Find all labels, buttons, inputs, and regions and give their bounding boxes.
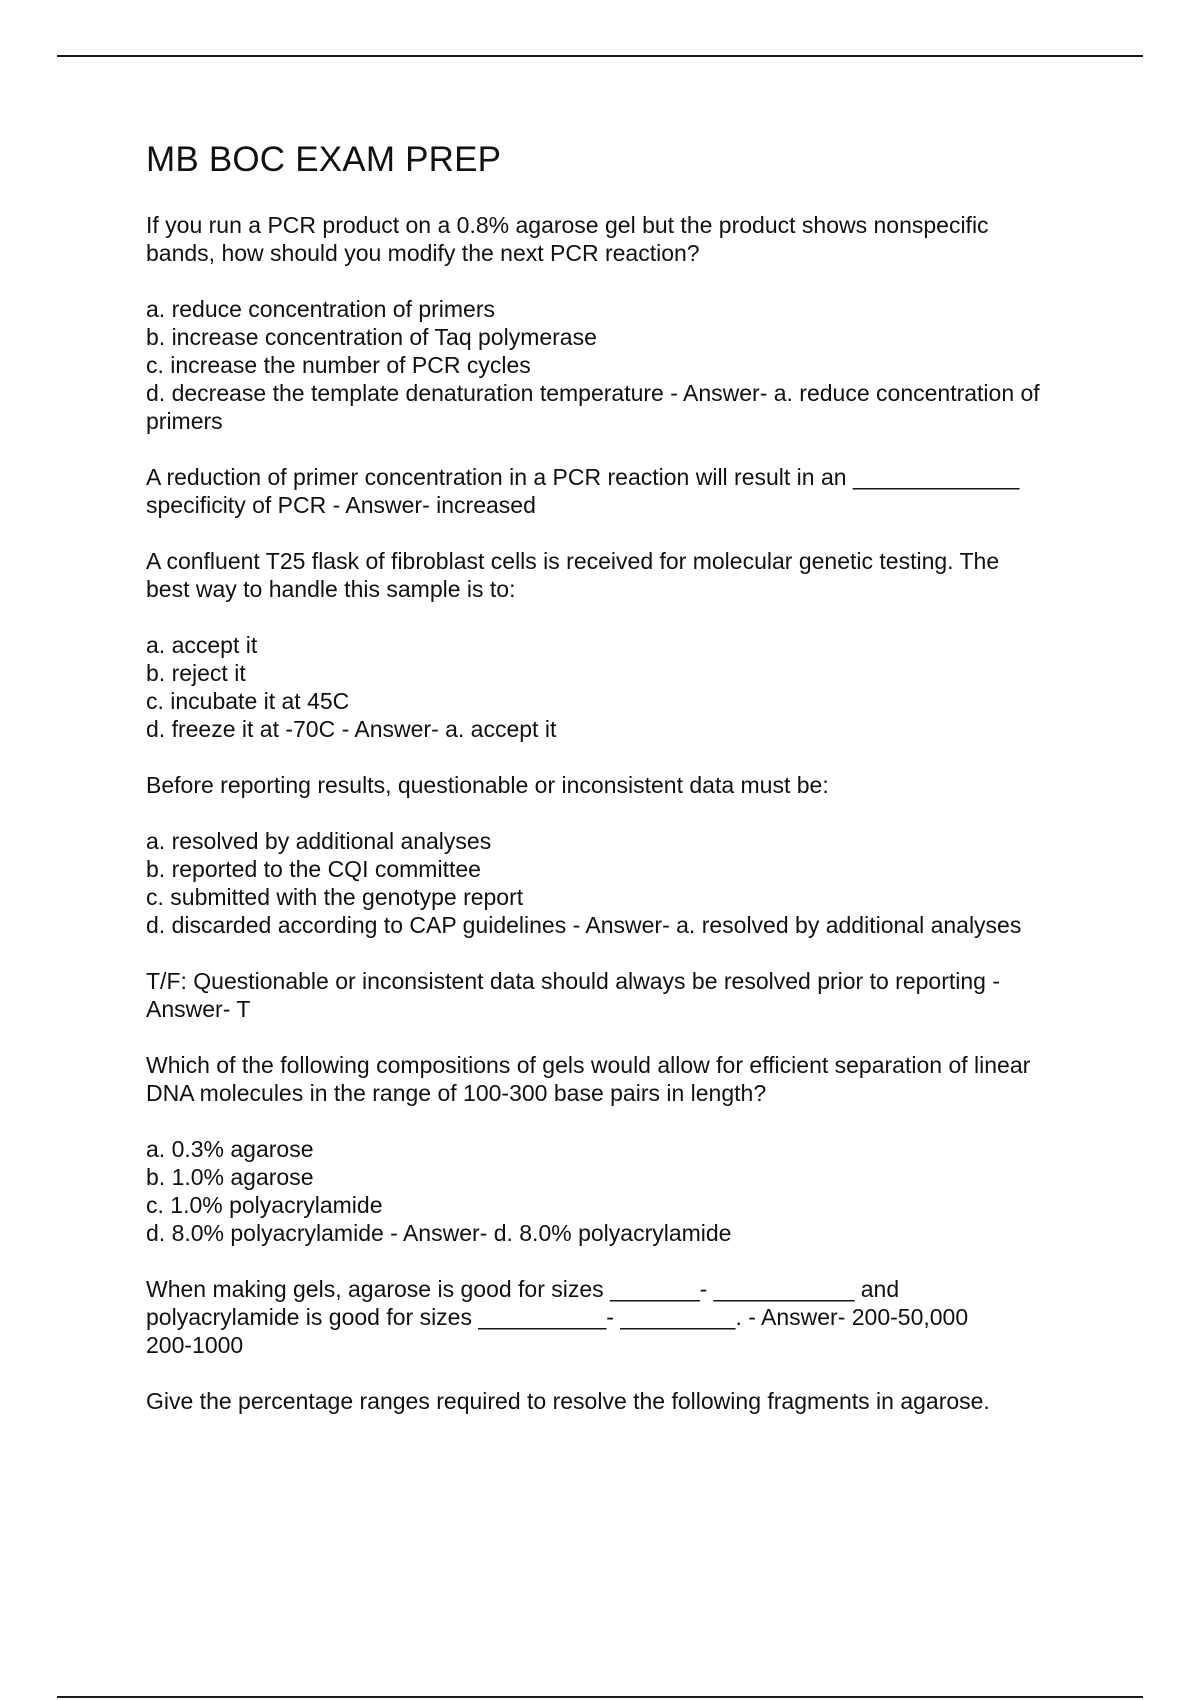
text-line: a. 0.3% agarose	[146, 1136, 314, 1162]
paragraph	[146, 1051, 1096, 1107]
text-line: specificity of PCR - Answer- increased	[146, 492, 536, 518]
text-line: Give the percentage ranges required to resolve the following fragments in agarose.	[146, 1388, 990, 1414]
text-line: A reduction of primer concentration in a PCR reaction will result in an _____________	[146, 464, 1020, 490]
text-line: When making gels, agarose is good for sizes _______- ___________ and	[146, 1276, 900, 1302]
text-line: A confluent T25 flask of fibroblast cells is received for molecular genetic testing. The	[146, 548, 1000, 574]
text-line: a. reduce concentration of primers	[146, 296, 496, 322]
text-line: b. reported to the CQI committee	[146, 856, 481, 882]
text-line: b. 1.0% agarose	[146, 1164, 314, 1190]
paragraph	[146, 547, 1096, 603]
text-line: b. increase concentration of Taq polymerase	[146, 324, 597, 350]
paragraph	[146, 631, 1096, 743]
paragraph	[146, 1275, 1096, 1359]
paragraph	[146, 827, 1096, 939]
paragraph	[146, 295, 1096, 435]
paragraph	[146, 463, 1096, 519]
paragraph	[146, 771, 1096, 799]
footer-rule	[57, 1696, 1143, 1698]
text-line: b. reject it	[146, 660, 246, 686]
question-list	[146, 211, 1096, 1415]
header-rule	[57, 55, 1143, 57]
paragraph	[146, 211, 1096, 267]
text-line: d. 8.0% polyacrylamide - Answer- d. 8.0% polyacrylamide	[146, 1220, 732, 1246]
text-line: Before reporting results, questionable or inconsistent data must be:	[146, 772, 829, 798]
text-line: best way to handle this sample is to:	[146, 576, 516, 602]
document-title: MB BOC EXAM PREP	[146, 140, 502, 179]
text-line: a. resolved by additional analyses	[146, 828, 492, 854]
text-line: polyacrylamide is good for sizes __________- _________. - Answer- 200-50,000	[146, 1304, 969, 1330]
text-line: a. accept it	[146, 632, 258, 658]
paragraph	[146, 1387, 1096, 1415]
text-line: DNA molecules in the range of 100-300 base pairs in length?	[146, 1080, 767, 1106]
text-line: c. increase the number of PCR cycles	[146, 352, 531, 378]
document-body	[146, 140, 1096, 1443]
text-line: 200-1000	[146, 1332, 244, 1358]
text-line: c. 1.0% polyacrylamide	[146, 1192, 383, 1218]
text-line: c. submitted with the genotype report	[146, 884, 524, 910]
text-line: If you run a PCR product on a 0.8% agarose gel but the product shows nonspecific	[146, 212, 989, 238]
text-line: bands, how should you modify the next PCR reaction?	[146, 240, 700, 266]
text-line: d. freeze it at -70C - Answer- a. accept it	[146, 716, 557, 742]
text-line: Answer- T	[146, 996, 251, 1022]
text-line: d. discarded according to CAP guidelines - Answer- a. resolved by additional analyses	[146, 912, 1022, 938]
text-line: c. incubate it at 45C	[146, 688, 350, 714]
text-line: d. decrease the template denaturation temperature - Answer- a. reduce concentration of	[146, 380, 1040, 406]
text-line: primers	[146, 408, 223, 434]
paragraph	[146, 1135, 1096, 1247]
text-line: Which of the following compositions of gels would allow for efficient separation of linear	[146, 1052, 1031, 1078]
paragraph	[146, 967, 1096, 1023]
text-line: T/F: Questionable or inconsistent data should always be resolved prior to reporting -	[146, 968, 1000, 994]
